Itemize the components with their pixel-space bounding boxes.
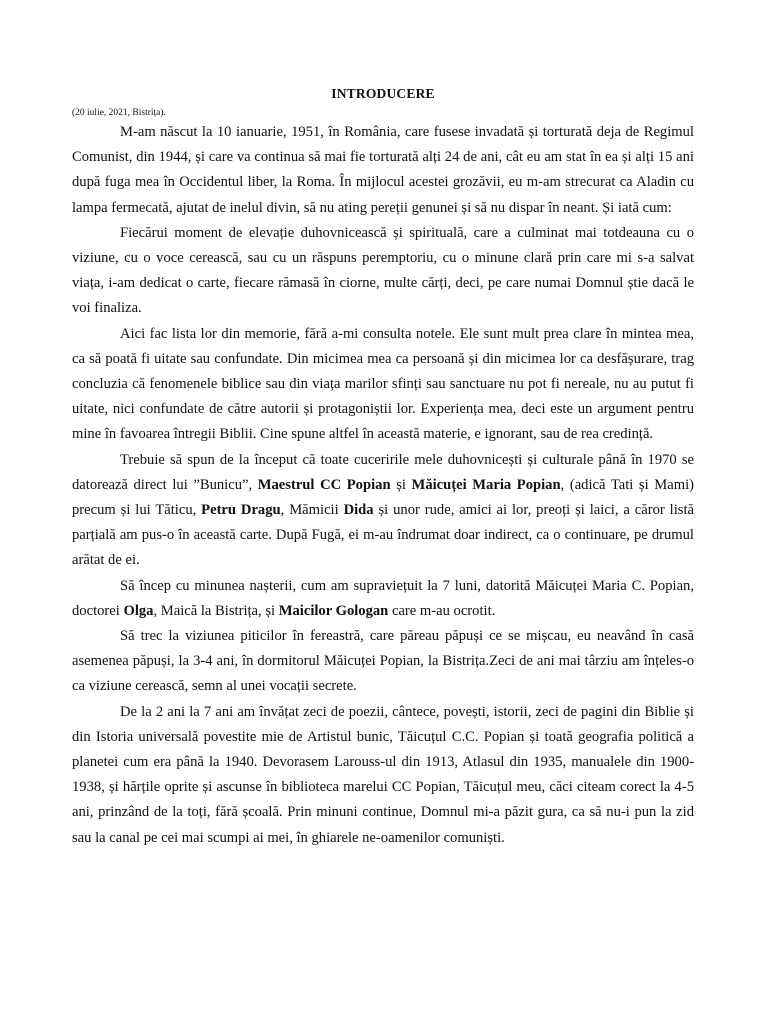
paragraph (72, 700, 694, 851)
text-segment: De la 2 ani la 7 ani am învățat zeci de poezii, cântece, povești, istorii, zeci de pagini din Biblie și din Istoria universală povestite mie de Artistul bunic, Tăicuțul C.C. Popian și toată geografia politică a planetei cum era până la 1940. Devorasem Larouss-ul din 1913, Atlasul din 1935, manualele din 1900-1938, și hărțile oprite și ascunse în biblioteca marelui CC Popian, Tăicuțul meu, căci citeam corect la 4-5 ani, prinzând de la toți, fără școală. Prin minuni continue, Domnul mi-a păzit gura, ca să nu-i pun la zid sau la canal pe cei mai scumpi ai mei, în ghiarele ne-oamenilor comuniști. (72, 703, 694, 846)
body-text (72, 120, 694, 851)
paragraph (72, 221, 694, 322)
bold-name: Maicilor Gologan (278, 602, 389, 619)
bold-name: Petru Dragu (201, 502, 281, 519)
text-segment: Să trec la viziunea piticilor în fereastră, care păreau păpuși ce se mișcau, eu neavând în casă asemenea păpuși, la 3-4 ani, în dormitorul Măicuței Popian, la Bistrița.Zeci de ani mai târziu am înțeles-o ca viziune cerească, semn al unei vocații secrete. (72, 628, 694, 695)
text-segment: Trebuie să spun de la început că toate cuceririle mele duhovnicești și culturale până în 1970 se datorează direct lui ”Bunicu”, (72, 451, 694, 493)
text-segment: Să încep cu minunea nașterii, cum am supraviețuit la 7 luni, datorită Măicuței Maria C. Popian, doctorei (72, 577, 694, 619)
text-segment: Aici fac lista lor din memorie, fără a-mi consulta notele. Ele sunt mult prea clare în mintea mea, ca să poată fi uitate sau confundate. Din micimea mea ca persoană și din micimea lor ca desfășurare, trag concluzia că fenomenele biblice sau din viața marilor sfinți sau sanctuare nu pot fi nereale, nu au putut fi uitate, nici confundate de către autorii și protagoniștii lor. Experiența mea, deci este un argument pentru mine în favoarea întregii Biblii. Cine spune altfel în această materie, e ignorant, sau de rea credință. (72, 325, 694, 443)
bold-name: Maestrul CC Popian (257, 476, 391, 493)
paragraph (72, 624, 694, 700)
text-segment: și (390, 476, 412, 493)
bold-name: Măicuței Maria Popian (411, 476, 561, 493)
text-segment: , Maică la Bistrița, și (153, 602, 279, 619)
text-segment: care m-au ocrotit. (388, 602, 496, 619)
dateline: (20 iulie, 2021, Bistrița). (72, 108, 166, 118)
paragraph (72, 322, 694, 448)
page-title: INTRODUCERE (331, 86, 435, 101)
paragraph (72, 448, 694, 574)
text-segment: M-am născut la 10 ianuarie, 1951, în România, care fusese invadată și torturată deja de Regimul Comunist, din 1944, și care va continua să mai fie torturată alți 24 de ani, cât eu am stat în ea și alți 15 ani după fuga mea în Occidentul liber, la Roma. În mijlocul acestei grozăvii, eu m-am strecurat ca Aladin cu lampa fermecată, ajutat de inelul divin, să nu ating pereții genunei și să nu dispar în neant. Și iată cum: (72, 124, 694, 216)
text-segment: , (adică Tati și Mami) precum și lui Tăticu, (72, 476, 694, 519)
text-segment: Fiecărui moment de elevație duhovnicească și spirituală, care a culminat mai totdeauna cu o viziune, cu o voce cerească, sau cu un răspuns peremptoriu, cu o minune clară prin care mi s-a salvat viața, i-am dedicat o carte, fiecare rămasă în ciorne, multe cărți, deci, pe care numai Domnul știe dacă le voi finaliza. (72, 224, 694, 317)
bold-name: Dida (343, 502, 374, 519)
bold-name: Olga (123, 602, 154, 619)
text-segment: , Mămicii (280, 502, 344, 519)
paragraph (72, 574, 694, 624)
text-segment: și unor rude, amici ai lor, preoți și laici, a căror listă parțială am pus-o în această carte. După Fugă, ei m-au îndrumat doar indirect, ca o continuare, pe drumul arătat de ei. (72, 502, 694, 569)
paragraph (72, 120, 694, 221)
document-page (72, 84, 694, 851)
